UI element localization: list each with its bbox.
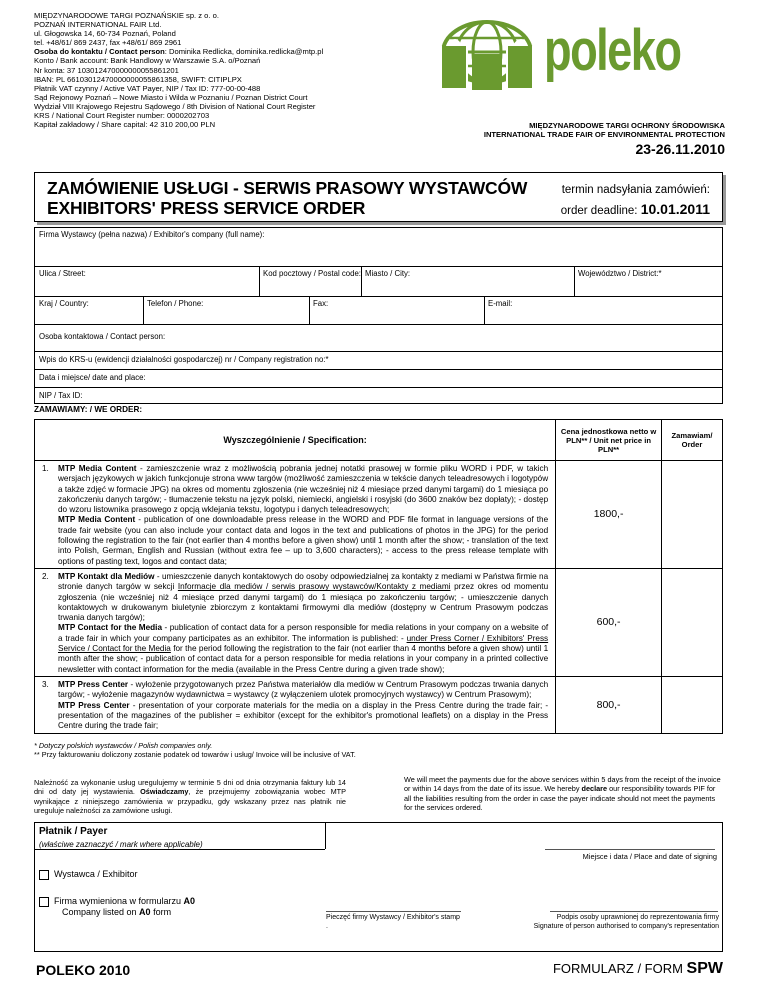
item-description (35, 568, 556, 676)
fair-dates: 23-26.11.2010 (635, 141, 725, 157)
country-field[interactable]: Kraj / Country: (39, 299, 89, 308)
fair-name-en: INTERNATIONAL TRADE FAIR OF ENVIRONMENTAL PROTECTION (483, 130, 725, 140)
payer-option-label: Wystawca / Exhibitor (54, 869, 138, 879)
footnote-2: ** Przy fakturowaniu doliczony zostanie podatek od towarów i usług/ Invoice will be inclusive of VAT. (34, 750, 356, 760)
payer-subtitle: (właściwe zaznaczyć / mark where applicable) (39, 840, 203, 849)
payer-option-form: A0 (183, 896, 196, 906)
item-text-pl: przez okres od momentu zgłoszenia (nie wcześniej niż 4 miesiące przed danymi targami) do 1 miesiąca po zakończeniu targów; - umieszczenie danych kontaktowych w drukowanym biuletynie zbiorczym z kontaktami firmowymi dla mediów (dostępny w Centrum Prasowym podczas trwania danych targów); (58, 582, 549, 623)
tax-id-field[interactable]: NIP / Tax ID: (39, 391, 83, 400)
stamp-dot: . (326, 923, 328, 930)
company-name-field[interactable]: Firma Wystawcy (pełna nazwa) / Exhibitor's company (full name): (39, 230, 265, 239)
payer-option-exhibitor[interactable] (39, 869, 137, 880)
order-deadline (561, 181, 710, 221)
footnote-1: * Dotyczy polskich wystawców / Polish companies only. (34, 741, 213, 750)
item-description (35, 461, 556, 569)
item-description (35, 676, 556, 733)
footer-form-label: FORMULARZ / FORM (552, 961, 687, 976)
organizer-line: Nr konta: 37 103012470000000055861201 (34, 65, 179, 75)
company-data-grid (34, 227, 723, 404)
payer-title: Płatnik / Payer (39, 826, 108, 837)
table-row (35, 461, 723, 569)
organizer-line: POZNAŃ INTERNATIONAL FAIR Ltd. (34, 20, 162, 30)
item-text-en: for the period following the registration to the fair (not earlier than 4 months before a given show) until 1 month after the show; - publication of contact data for a person responsible for media relations in your company in a printed collective newsletter with contact information for the media (available in the Press Centre during a given trade show); (58, 644, 549, 674)
organizer-line: IBAN: PL 66103012470000000055861358, SWIFT: CITIPLPX (34, 74, 242, 84)
item-title-en: MTP Media Content (58, 515, 136, 525)
title-box (34, 172, 723, 222)
col-order: Zamawiam/ Order (662, 420, 723, 461)
date-place-field[interactable]: Data i miejsce/ date and place: (39, 373, 146, 382)
stamp-text: Pieczęć firmy Wystawcy / Exhibitor's stamp (326, 914, 460, 921)
order-quantity-cell[interactable] (662, 461, 723, 569)
table-row (35, 676, 723, 733)
payer-option-label-en: form (150, 907, 172, 917)
email-field[interactable]: E-mail: (488, 299, 513, 308)
form-title-en: EXHIBITORS' PRESS SERVICE ORDER (47, 198, 366, 218)
col-unit-price: Cena jednostkowa netto w PLN** / Unit net price in PLN** (556, 420, 662, 461)
payer-section (34, 822, 723, 952)
payer-option-label: Firma wymieniona w formularzu (54, 896, 184, 906)
payer-option-form-en: A0 (139, 907, 151, 917)
organizer-line: Konto / Bank account: Bank Handlowy w Warszawie S.A. o/Poznań (34, 56, 261, 66)
payer-divider (325, 823, 326, 849)
contact-person-field[interactable]: Osoba kontaktowa / Contact person: (39, 332, 166, 341)
signature-text-en: Signature of person authorised to company's representation (533, 923, 719, 930)
stamp-label (326, 913, 460, 931)
contact-person-line (34, 47, 434, 56)
table-row (35, 568, 723, 676)
item-text-pl: - zamieszczenie wraz z możliwością pobrania jednej notatki prasowej w formie pliku WORD i PDF, w takich wersjach językowych w jakich funkcjonuje strona www targów (możliwość zamieszczenia w tekście danych teleadresowych i logotypów a także zdjęć w formacie JPG) na okres od momentu zgłoszenia (nie wcześniej niż 4 miesiące przed danymi targami) do 1 miesiąca po zakończeniu danych targów; - tłumaczenie tekstu na język polski, niemiecki, angielski i rosyjski (do 3600 znaków bez dopłaty); - dostęp do wzoru listownika prasowego z opcją wklejania tekstu, logotypu i danych teleadresowych; (58, 464, 549, 515)
payer-option-company[interactable] (39, 896, 195, 918)
item-price: 800,- (556, 676, 662, 733)
signature-text-pl: Podpis osoby uprawnionej do reprezentowania firmy (556, 914, 719, 921)
deadline-label-pl: termin nadsyłania zamówień: (561, 184, 710, 196)
payment-text-en: our responsibility towards PIF for all the liabilities resulting from the order in case the payer indicate should not meet the payments for the services ordered. (404, 784, 716, 812)
form-title (47, 178, 527, 218)
fair-name-pl: MIĘDZYNARODOWE TARGI OCHRONY ŚRODOWISKA (529, 121, 725, 130)
item-price: 600,- (556, 568, 662, 676)
organizer-line: Płatnik VAT czynny / Active VAT Payer, NIP / Tax ID: 777-00-00-488 (34, 83, 261, 93)
footer-event-name: POLEKO 2010 (36, 962, 131, 978)
district-field[interactable]: Województwo / District:* (578, 269, 662, 278)
city-field[interactable]: Miasto / City: (365, 269, 411, 278)
organizer-details (34, 11, 434, 129)
item-text-en: - presentation of your corporate materials for the media on a display in the Press Centre during the trade fair; - presentation of the magazines of the publisher = exhibitor (except for the exhibitor's promotional leaflets) on a display in the Press Centre during the trade fair; (58, 700, 549, 731)
item-title-en: MTP Contact for the Media (58, 623, 163, 633)
media-section-link-pl[interactable]: Informacje dla mediów / serwis prasowy wystawców/Kontakty z mediami (177, 582, 451, 592)
postal-code-field[interactable]: Kod pocztowy / Postal code: (263, 269, 361, 278)
organizer-line: MIĘDZYNARODOWE TARGI POZNAŃSKIE sp. z o. o. (34, 11, 219, 20)
fax-field[interactable]: Fax: (313, 299, 329, 308)
item-text-en: - publication of contact data for a person responsible for media relations in your company on a website of a trade fair in which your company participates as an exhibitor. The information is published: - (58, 623, 549, 643)
payment-text-pl: , że przejmujemy zobowiązania wobec MTP wynikające z niniejszego zamówienia w przypadku, gdy wskazany przez nas płatnik nie ureguluje należności za zamówione usługi. (34, 787, 346, 815)
poleko-logo (432, 6, 702, 98)
item-text-pl: - umieszczenie danych kontaktowych do osoby odpowiedzialnej za kontakty z mediami w Państwa firmie na stronie danych targów w sekcji (58, 571, 549, 592)
footer-form-id (430, 960, 723, 978)
payer-divider (35, 849, 325, 850)
signature-label (505, 913, 719, 931)
payment-terms-en (404, 775, 722, 812)
signature-line (550, 911, 718, 912)
table-header-row (35, 420, 723, 461)
organizer-line: Sąd Rejonowy Poznań – Nowe Miasto i Wilda w Poznaniu / Poznan District Court (34, 92, 308, 102)
item-price: 1800,- (556, 461, 662, 569)
specification-table (34, 419, 723, 734)
deadline-label-en: order deadline: (560, 205, 638, 217)
item-number: 1. (42, 464, 49, 473)
item-title-pl: MTP Media Content (58, 464, 137, 473)
organizer-line: Wydział VIII Krajowego Rejestru Sądowego / 8th Division of National Court Register (34, 101, 316, 111)
payment-text-en: We will meet the payments due for the above services within 5 days from the receipt of the invoice or within 14 days from the date of its issue. We hereby (404, 775, 721, 794)
phone-field[interactable]: Telefon / Phone: (147, 299, 204, 308)
item-number: 2. (42, 571, 49, 581)
logo-wordmark: poleko (544, 18, 681, 83)
order-quantity-cell[interactable] (662, 676, 723, 733)
order-quantity-cell[interactable] (662, 568, 723, 676)
footnotes (34, 741, 356, 759)
deadline-date: 10.01.2011 (640, 201, 710, 217)
item-title-en: MTP Press Center (58, 700, 130, 710)
organizer-line: ul. Głogowska 14, 60-734 Poznań, Poland (34, 29, 176, 39)
organizer-line: KRS / National Court Register number: 0000202703 (34, 111, 210, 121)
col-specification: Wyszczególnienie / Specification: (35, 420, 556, 461)
media-section-link-en[interactable]: under Press Corner / Exhibitors' Press Service / Contact for the Media (58, 633, 549, 654)
payment-text-pl: Należność za wykonanie usług uregulujemy w terminie 5 dni od dnia otrzymania faktury lub 14 dni od daty jej wystawienia. (34, 778, 346, 797)
place-date-label: Miejsce i data / Place and date of signing (582, 852, 717, 861)
street-field[interactable]: Ulica / Street: (39, 269, 86, 278)
exhibitor-checkbox[interactable] (39, 870, 49, 880)
place-date-line (545, 849, 715, 850)
organizer-line: tel. +48/61/ 869 2437, fax +48/61/ 869 2961 (34, 38, 182, 48)
contact-value: : Dominika Redlicka, dominika.redlicka@mtp.pl (164, 47, 324, 57)
item-title-pl: MTP Press Center (58, 679, 129, 689)
payment-declare-pl: Oświadczamy (140, 787, 189, 797)
item-number: 3. (42, 679, 49, 689)
item-text-en: - publication of one downloadable press release in the WORD and PDF file format in language versions of the trade fair website (you can also include your contact data and logos in the text and publications of photos in the JPG) for the period following the registration to the fair (not earlier than 4 months before a given show) until 1 month after the show; - translation of the text into Polish, German, English and Russian (without extra fee – up to 3,600 characters); - access to the press release template with options of pasting text, logos and contact data; (58, 515, 549, 566)
form-title-pl: ZAMÓWIENIE USŁUGI - SERWIS PRASOWY WYSTAWCÓW (47, 178, 528, 198)
stamp-line (326, 911, 461, 912)
contact-label: Osoba do kontaktu / Contact person (34, 47, 165, 57)
deadline-en-line (561, 200, 710, 221)
organizer-line: Kapitał zakładowy / Share capital: 42 310 200,00 PLN (34, 120, 216, 130)
payment-terms-pl (34, 778, 346, 815)
item-text-pl: - wyłożenie przygotowanych przez Państwa materiałów dla mediów w Centrum Prasowym podczas trwania danych targów; - wyłożenie magazynów wydawnictwa = wystawcy (z wyłączeniem ulotek promocyjnych wystawcy) w Centrum Prasowym); (58, 679, 549, 700)
footer-form-code: SPW (686, 960, 723, 977)
company-a0-checkbox[interactable] (39, 897, 49, 907)
registration-number-field[interactable]: Wpis do KRS-u (ewidencji działalności gospodarczej) nr / Company registration no:* (39, 355, 329, 364)
order-heading: ZAMAWIAMY: / WE ORDER: (34, 405, 143, 414)
item-title-pl: MTP Kontakt dla Mediów (58, 571, 155, 581)
fair-name (390, 121, 725, 139)
payer-option-label-en: Company listed on (62, 907, 140, 917)
payment-declare-en: declare (581, 784, 608, 794)
